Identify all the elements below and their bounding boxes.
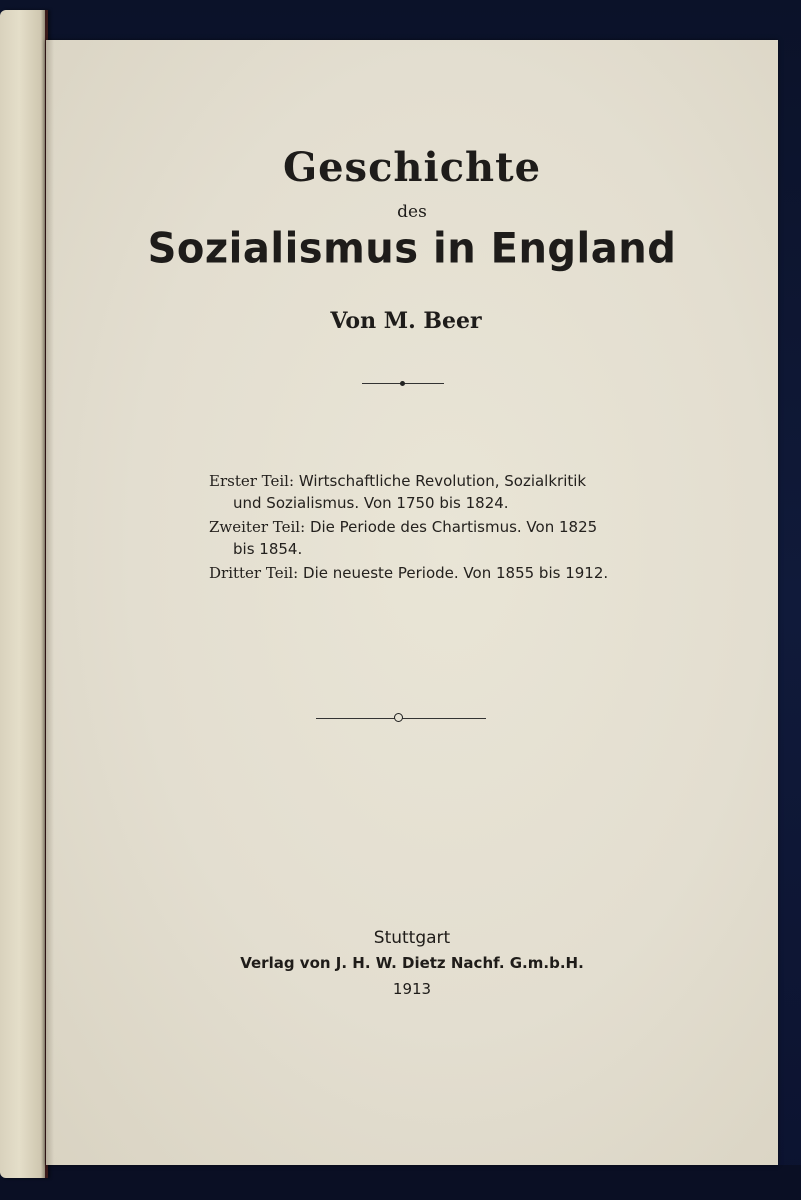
book-title-line2: Sozialismus in England — [147, 224, 677, 274]
volume-parts-list — [209, 470, 629, 586]
author-line: Von M. Beer — [330, 308, 482, 334]
part-description-cont: bis 1854. — [233, 540, 303, 558]
book-title-line1: Geschichte — [282, 144, 542, 191]
publication-place: Stuttgart — [373, 928, 451, 948]
ornament-dot — [400, 381, 405, 386]
part-description: Wirtschaftliche Revolution, Sozialkritik — [298, 472, 587, 490]
part-label: Dritter Teil: — [209, 564, 299, 582]
part-entry-3 — [209, 562, 629, 584]
ornament-circle — [394, 713, 403, 722]
part-description: Die Periode des Chartismus. Von 1825 — [309, 518, 598, 536]
part-entry-2 — [209, 516, 629, 560]
publication-year: 1913 — [392, 980, 432, 998]
part-entry-1 — [209, 470, 629, 514]
part-label: Erster Teil: — [209, 472, 295, 490]
book-title-connector: des — [397, 202, 427, 222]
publisher-line: Verlag von J. H. W. Dietz Nachf. G.m.b.H. — [240, 954, 584, 972]
book-cover-edge — [0, 10, 48, 1178]
part-description: Die neueste Periode. Von 1855 bis 1912. — [303, 564, 609, 582]
table-surface — [0, 1165, 801, 1200]
part-description-cont: und Sozialismus. Von 1750 bis 1824. — [233, 494, 509, 512]
title-page — [46, 40, 778, 1165]
part-label: Zweiter Teil: — [209, 518, 306, 536]
